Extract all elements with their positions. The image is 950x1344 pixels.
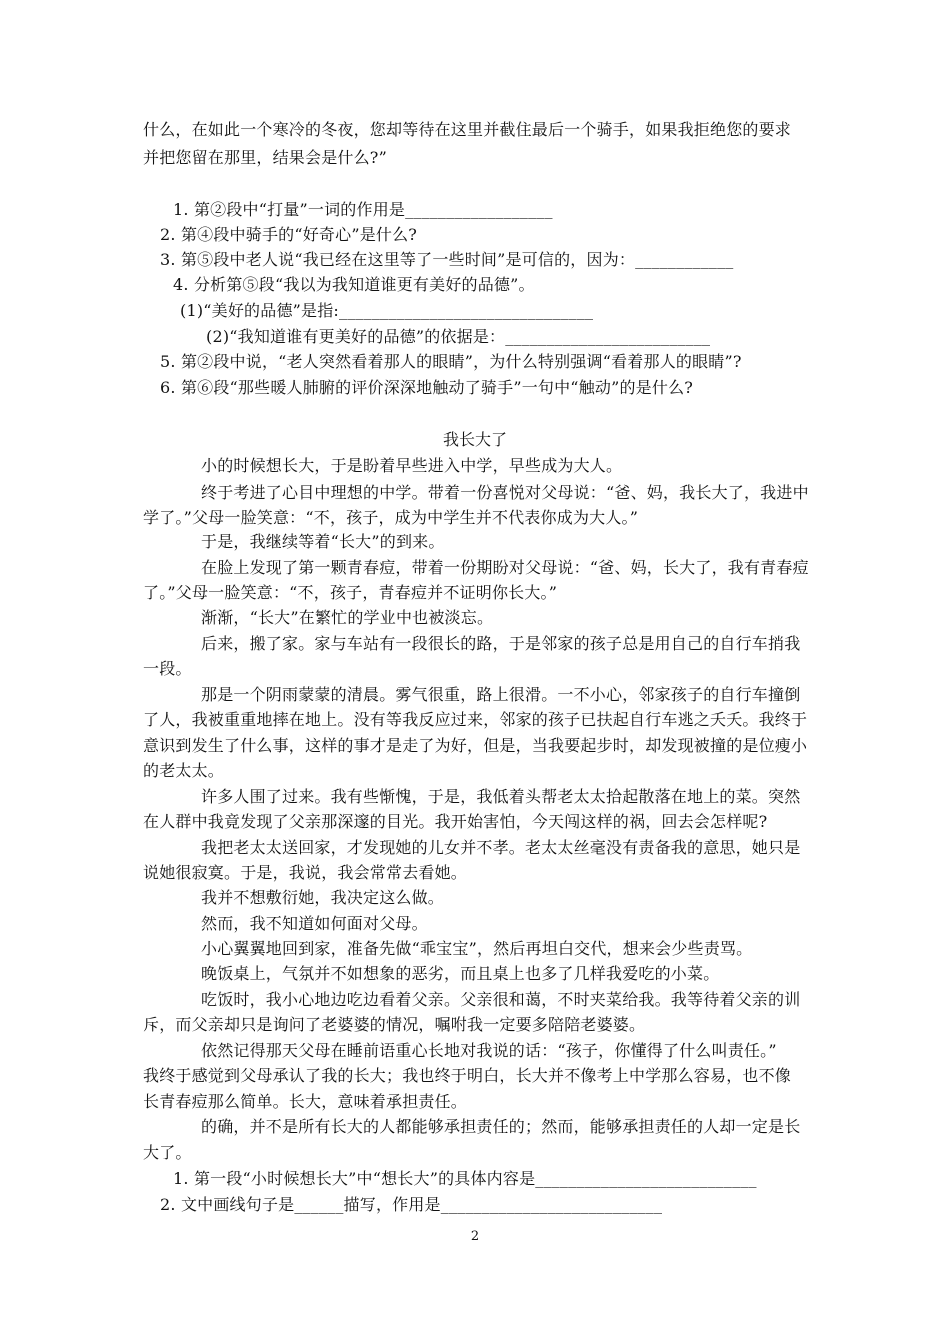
- essay-line: 学了。”父母一脸笑意：“不，孩子，成为中学生并不代表你成为大人。”: [143, 508, 639, 527]
- essay-line: 渐渐，“长大”在繁忙的学业中也被淡忘。: [201, 608, 494, 627]
- essay-line: 大了。: [143, 1143, 192, 1162]
- intro-line: 并把您留在那里，结果会是什么?”: [143, 148, 387, 167]
- essay-line: 终于考进了心目中理想的中学。带着一份喜悦对父母说：“爸、妈，我长大了，我进中: [201, 483, 809, 502]
- essay-line: 长青春痘那么简单。长大，意味着承担责任。: [143, 1092, 468, 1111]
- essay-line: 一段。: [143, 659, 192, 678]
- question-item: 5. 第②段中说，“老人突然看着那人的眼睛”，为什么特别强调“看着那人的眼睛”?: [160, 352, 742, 371]
- essay-line: 我把老太太送回家，才发现她的儿女并不孝。老太太丝毫没有责备我的意思，她只是: [201, 838, 801, 857]
- essay-title: 我长大了: [442, 430, 507, 449]
- essay-line: 然而，我不知道如何面对父母。: [201, 914, 428, 933]
- page-number: 2: [470, 1229, 480, 1244]
- essay-line: 许多人围了过来。我有些惭愧，于是，我低着头帮老太太拾起散落在地上的菜。突然: [201, 787, 801, 806]
- essay-line: 后来，搬了家。家与车站有一段很长的路，于是邻家的孩子总是用自己的自行车捎我: [201, 634, 801, 653]
- essay-line: 晚饭桌上，气氛并不如想象的恶劣，而且桌上也多了几样我爱吃的小菜。: [201, 964, 720, 983]
- question-item: 4. 分析第⑤段“我以为我知道谁更有美好的品德”。: [173, 275, 535, 294]
- question-item: 2. 第④段中骑手的“好奇心”是什么?: [160, 225, 418, 244]
- essay-line: 小的时候想长大，于是盼着早些进入中学，早些成为大人。: [201, 456, 623, 475]
- sub-question-item: (1)“美好的品德”是指:_______________________________: [180, 301, 594, 320]
- sub-question-item: (2)“我知道谁有更美好的品德”的依据是：_________________________: [206, 327, 711, 346]
- essay-line: 的老太太。: [143, 761, 225, 780]
- essay-line: 吃饭时，我小心地边吃边看着父亲。父亲很和蔼，不时夹菜给我。我等待着父亲的训: [201, 990, 801, 1009]
- essay-line: 斥，而父亲却只是询问了老婆婆的情况，嘱咐我一定要多陪陪老婆婆。: [143, 1015, 646, 1034]
- question-item: 3. 第⑤段中老人说“我已经在这里等了一些时间”是可信的，因为：____________: [160, 250, 734, 269]
- essay-line: 在人群中我竟发现了父亲那深邃的目光。我开始害怕，今天闯这样的祸，回去会怎样呢?: [143, 812, 768, 831]
- question-item: 6. 第⑥段“那些暖人肺腑的评价深深地触动了骑手”一句中“触动”的是什么?: [160, 378, 694, 397]
- essay-line: 依然记得那天父母在睡前语重心长地对我说的话：“孩子，你懂得了什么叫责任。”: [201, 1041, 777, 1060]
- essay-line: 那是一个阴雨蒙蒙的清晨。雾气很重，路上很滑。一不小心，邻家孩子的自行车撞倒: [201, 685, 801, 704]
- essay-line: 意识到发生了什么事，这样的事才是走了为好，但是，当我要起步时，却发现被撞的是位瘦小: [143, 736, 808, 755]
- essay-line: 小心翼翼地回到家，准备先做“乖宝宝”，然后再坦白交代，想来会少些责骂。: [201, 939, 753, 958]
- essay-line: 我并不想敷衍她，我决定这么做。: [201, 888, 445, 907]
- essay-line: 在脸上发现了第一颗青春痘，带着一份期盼对父母说：“爸、妈，长大了，我有青春痘: [201, 558, 809, 577]
- question-item: 2. 文中画线句子是______描写，作用是___________________________: [160, 1195, 663, 1214]
- essay-line: 于是，我继续等着“长大”的到来。: [201, 532, 445, 551]
- intro-line: 什么，在如此一个寒冷的冬夜，您却等待在这里并截住最后一个骑手，如果我拒绝您的要求: [143, 120, 792, 139]
- essay-line: 了。”父母一脸笑意：“不，孩子，青春痘并不证明你长大。”: [143, 583, 558, 602]
- essay-line: 我终于感觉到父母承认了我的长大；我也终于明白，长大并不像考上中学那么容易，也不像: [143, 1066, 792, 1085]
- essay-line: 的确，并不是所有长大的人都能够承担责任的；然而，能够承担责任的人却一定是长: [201, 1117, 801, 1136]
- question-item: 1. 第一段“小时候想长大”中“想长大”的具体内容是___________________________: [173, 1169, 757, 1188]
- question-item: 1. 第②段中“打量”一词的作用是__________________: [173, 200, 553, 219]
- essay-line: 说她很寂寞。于是，我说，我会常常去看她。: [143, 863, 468, 882]
- essay-line: 了人，我被重重地摔在地上。没有等我反应过来，邻家的孩子已扶起自行车逃之夭夭。我终于: [143, 710, 808, 729]
